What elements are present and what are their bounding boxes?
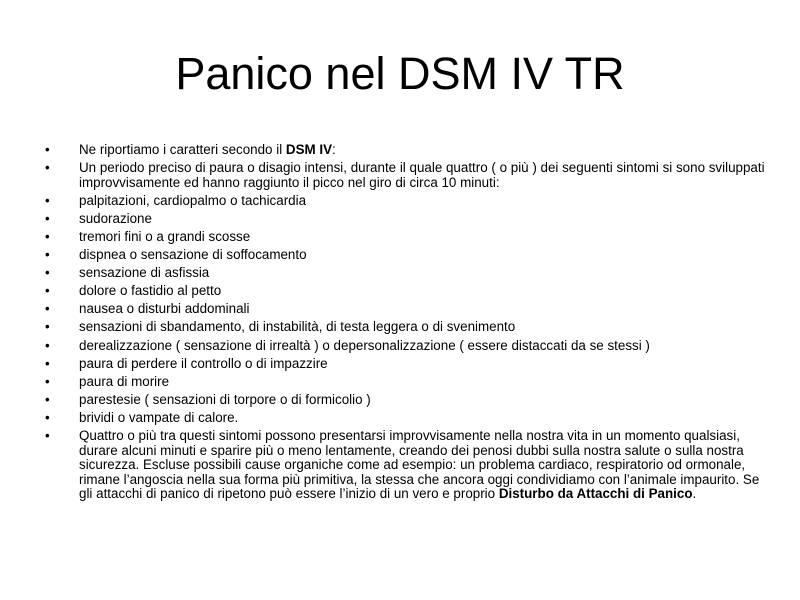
list-item-text: parestesie ( sensazioni di torpore o di formicolio ) bbox=[79, 391, 371, 407]
list-item-text: sensazione di asfissia bbox=[79, 265, 210, 281]
list-item bbox=[40, 266, 770, 281]
bold-term: Disturbo da Attacchi di Panico bbox=[498, 486, 693, 502]
list-item-text: sensazioni di sbandamento, di instabilità, di testa leggera o di svenimento bbox=[79, 319, 516, 335]
bullet-icon: • bbox=[45, 247, 50, 263]
list-item-text: dolore o fastidio al petto bbox=[79, 283, 222, 299]
list-item bbox=[40, 429, 770, 502]
bullet-icon: • bbox=[45, 160, 50, 176]
list-item-text: nausea o disturbi addominali bbox=[79, 301, 250, 317]
list-item-text: dispnea o sensazione di soffocamento bbox=[79, 247, 307, 263]
list-item-text: paura di perdere il controllo o di impazzire bbox=[79, 355, 328, 371]
list-item bbox=[40, 248, 770, 263]
list-item bbox=[40, 375, 770, 390]
bullet-icon: • bbox=[45, 409, 50, 425]
list-item-text: sudorazione bbox=[79, 210, 152, 226]
bullet-icon: • bbox=[45, 391, 50, 407]
list-item-text: tremori fini o a grandi scosse bbox=[79, 228, 251, 244]
list-item-text: Ne riportiamo i caratteri secondo il DSM IV: bbox=[79, 142, 336, 157]
list-item bbox=[40, 357, 770, 372]
bullet-icon: • bbox=[45, 210, 50, 226]
list-item-text: Un periodo preciso di paura o disagio intensi, durante il quale quattro ( o più ) dei seguenti sintomi si sono sviluppati improvvisamente ed hanno raggiunto il picco nel giro di circa 10 minuti: bbox=[79, 160, 765, 190]
list-item bbox=[40, 161, 770, 190]
list-item-text: brividi o vampate di calore. bbox=[79, 409, 239, 425]
list-item bbox=[40, 212, 770, 227]
list-item bbox=[40, 411, 770, 426]
list-item-text: paura di morire bbox=[79, 373, 170, 389]
list-item bbox=[40, 194, 770, 209]
slide-title: Panico nel DSM IV TR bbox=[175, 48, 625, 99]
list-item-text: Quattro o più tra questi sintomi possono presentarsi improvvisamente nella nostra vita in un momento qualsiasi, durare alcuni minuti e sparire più o meno lentamente, creando dei penosi dubbi sulla nostra salute o sulla nostra sicurezza. Escluse possibili cause organiche come ad esempio: un problema cardiaco, respiratorio od ormonale, rimane l’angoscia nella sua forma più primitiva, la stessa che ancora oggi condividiamo con l’animale impaurito. Se gli attacchi di panico di ripetono può essere l’inizio di un vero e proprio Disturbo da Attacchi di Panico. bbox=[79, 428, 760, 502]
bullet-icon: • bbox=[45, 301, 50, 317]
bold-term: DSM IV bbox=[285, 142, 333, 157]
list-item bbox=[40, 339, 770, 354]
list-item bbox=[40, 320, 770, 335]
list-item bbox=[40, 230, 770, 245]
bullet-icon: • bbox=[45, 228, 50, 244]
list-item bbox=[40, 393, 770, 408]
bullet-icon: • bbox=[45, 428, 50, 443]
bullet-icon: • bbox=[45, 355, 50, 371]
bullet-icon: • bbox=[45, 265, 50, 281]
bullet-icon: • bbox=[45, 283, 50, 299]
list-item bbox=[40, 284, 770, 299]
bullet-list bbox=[40, 143, 770, 505]
list-item bbox=[40, 143, 770, 158]
list-item bbox=[40, 302, 770, 317]
list-item-text: palpitazioni, cardiopalmo o tachicardia bbox=[79, 192, 307, 208]
bullet-icon: • bbox=[45, 192, 50, 208]
bullet-icon: • bbox=[45, 337, 50, 353]
bullet-icon: • bbox=[45, 319, 50, 335]
list-item-text: derealizzazione ( sensazione di irrealtà ) o depersonalizzazione ( essere distaccati da se stessi ) bbox=[79, 337, 650, 353]
bullet-icon: • bbox=[45, 142, 50, 157]
bullet-icon: • bbox=[45, 373, 50, 389]
